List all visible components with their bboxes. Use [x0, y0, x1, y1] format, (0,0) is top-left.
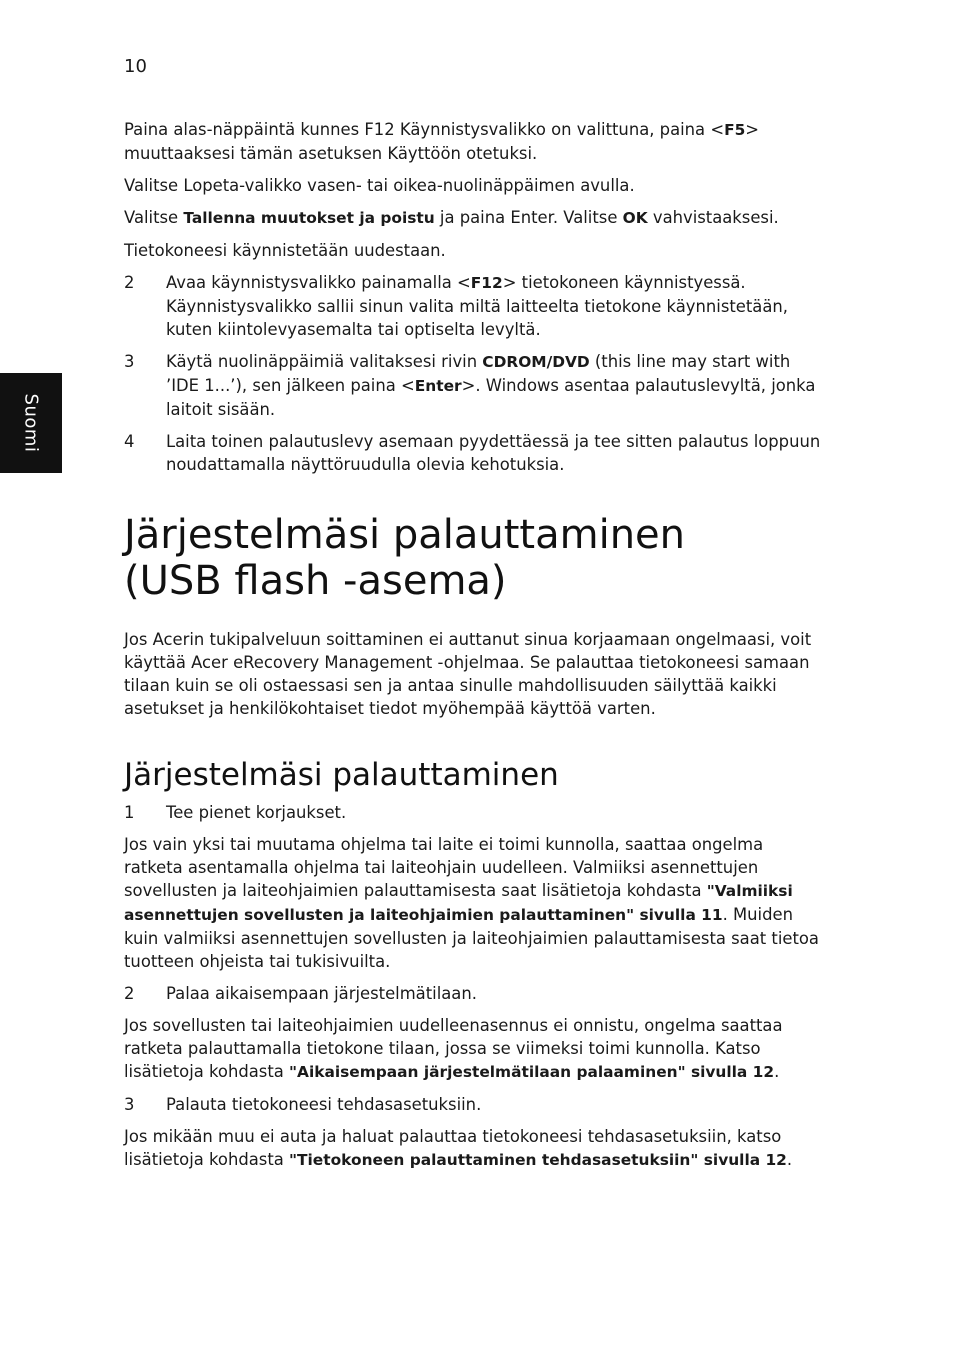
intro-paragraph-1: Paina alas-näppäintä kunnes F12 Käynnistysvalikko on valittuna, paina <F5> muuttaaksesi tämän asetuksen Käyttöön otetuksi.	[124, 120, 760, 163]
step-number: 3	[124, 352, 135, 371]
subsection-heading: Järjestelmäsi palauttaminen	[124, 757, 559, 793]
cross-reference-link[interactable]: "Aikaisempaan järjestelmätilaan palaaminen" sivulla 12	[289, 1063, 775, 1081]
cross-reference-link[interactable]: "Valmiiksi asennettujen sovellusten ja laiteohjaimien palauttaminen" sivulla 11	[124, 882, 793, 924]
step-text: Avaa käynnistysvalikko painamalla <F12> tietokoneen käynnistyessä. Käynnistysvalikko sallii sinun valita miltä laitteelta tietokone käynnistetään, kuten kiintolevyasemalta tai optiselta levyltä.	[166, 273, 788, 339]
step-text: Palaa aikaisempaan järjestelmätilaan.	[166, 984, 477, 1003]
recovery-step-2	[124, 982, 824, 1005]
page-content	[124, 118, 824, 1172]
step-number: 1	[124, 803, 135, 822]
intro-paragraph-3: Valitse Tallenna muutokset ja poistu ja paina Enter. Valitse OK vahvistaaksesi.	[124, 208, 779, 227]
step-text: Tee pienet korjaukset.	[166, 803, 347, 822]
intro-paragraph-4: Tietokoneesi käynnistetään uudestaan.	[124, 241, 446, 260]
language-tab-label: Suomi	[20, 393, 42, 453]
step-text: Palauta tietokoneesi tehdasasetuksiin.	[166, 1095, 482, 1114]
step-2	[124, 271, 824, 341]
step-text: Käytä nuolinäppäimiä valitaksesi rivin CDROM/DVD (this line may start with ’IDE 1...’), sen jälkeen paina <Enter>. Windows asentaa palautuslevyltä, jonka laitoit sisään.	[166, 352, 816, 419]
step-number: 3	[124, 1095, 135, 1114]
recovery-step-2-paragraph: Jos sovellusten tai laiteohjaimien uudelleenasennus ei onnistu, ongelma saattaa ratketa palauttamalla tietokone tilaan, jossa se viimeksi toimi kunnolla. Katso lisätietoja kohdasta "Aikaisempaan järjestelmätilaan palaaminen" sivulla 12.	[124, 1016, 783, 1081]
section-heading: Järjestelmäsi palauttaminen (USB flash -asema)	[124, 512, 686, 604]
recovery-step-3	[124, 1093, 824, 1116]
page-number: 10	[124, 56, 147, 77]
recovery-step-1-paragraph: Jos vain yksi tai muutama ohjelma tai laite ei toimi kunnolla, saattaa ongelma ratketa asentamalla ohjelma tai laiteohjain uudelleen. Valmiiksi asennettujen sovellusten ja laiteohjaimien palauttamisesta saat lisätietoja kohdasta "Valmiiksi asennettujen sovellusten ja laiteohjaimien palauttaminen" sivulla 11. Muiden kuin valmiiksi asennettujen sovellusten ja laiteohjaimien palauttamisesta saat tietoa tuotteen ohjeista tai tukisivuilta.	[124, 835, 819, 971]
step-3	[124, 350, 824, 421]
step-4	[124, 430, 824, 476]
step-number: 2	[124, 984, 135, 1003]
intro-paragraph-2: Valitse Lopeta-valikko vasen- tai oikea-nuolinäppäimen avulla.	[124, 176, 635, 195]
section-intro-paragraph: Jos Acerin tukipalveluun soittaminen ei auttanut sinua korjaamaan ongelmaasi, voit käyttää Acer eRecovery Management -ohjelmaa. Se palauttaa tietokoneesi samaan tilaan kuin se oli ostaessasi sen ja antaa sinulle mahdollisuuden säilyttää kaikki asetukset ja henkilökohtaiset tiedot myöhempää käyttöä varten.	[124, 630, 812, 718]
step-text: Laita toinen palautuslevy asemaan pyydettäessä ja tee sitten palautus loppuun noudattamalla näyttöruudulla olevia kehotuksia.	[166, 432, 821, 474]
step-number: 4	[124, 432, 135, 451]
recovery-step-1	[124, 801, 824, 824]
cross-reference-link[interactable]: "Tietokoneen palauttaminen tehdasasetuksiin" sivulla 12	[289, 1151, 787, 1169]
step-number: 2	[124, 273, 135, 292]
language-tab	[0, 373, 62, 473]
recovery-step-3-paragraph: Jos mikään muu ei auta ja haluat palauttaa tietokoneesi tehdasasetuksiin, katso lisätietoja kohdasta "Tietokoneen palauttaminen tehdasasetuksiin" sivulla 12.	[124, 1127, 793, 1169]
